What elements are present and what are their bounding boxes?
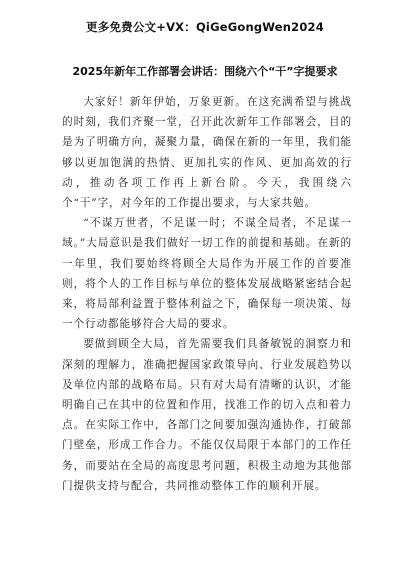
document-title: 2025年新年工作部署会讲话：围绕六个“干”字提要求 — [72, 65, 338, 78]
paragraph: 要做到顾全大局，首先需要我们具备敏锐的洞察力和深刻的理解力，准确把握国家政策导向、行业发展趋势以及单位内部的战略布局。只有对大局有清晰的认识，才能明确自己在其中的位置和作用，找准工作的切入点和着力点。在实际工作中，各部门之间要加强沟通协作，打破部门壁垒，形成工作合力。不能仅仅局限于本部门的工作任务，而要站在全局的高度思考问题，积极主动地为其他部门提供支持与配合，共同推动整体工作的顺利开展。 — [62, 338, 352, 492]
document-body — [62, 92, 352, 496]
paragraph: “不谋万世者，不足谋一时；不谋全局者，不足谋一域。”大局意识是我们做好一切工作的前提和基础。在新的一年里，我们要始终将顾全大局作为开展工作的首要准则，将个人的工作目标与单位的整体发展战略紧密结合起来，将局部利益置于整体利益之下，确保每一项决策、每一个行动都能够符合大局的要求。 — [62, 217, 352, 331]
promo-header-note: 更多免费公文+VX：QiGeGongWen2024 — [86, 20, 324, 34]
paragraph: 大家好！新年伊始，万象更新。在这充满希望与挑战的时刻，我们齐聚一堂，召开此次新年工作部署会，目的是为了明确方向，凝聚力量，确保在新的一年里，我们能够以更加饱满的热情、更加扎实的作风、更加高效的行动，推动各项工作再上新台阶。今天，我围绕六个“干”字，对今年的工作提出要求，与大家共勉。 — [62, 96, 352, 210]
